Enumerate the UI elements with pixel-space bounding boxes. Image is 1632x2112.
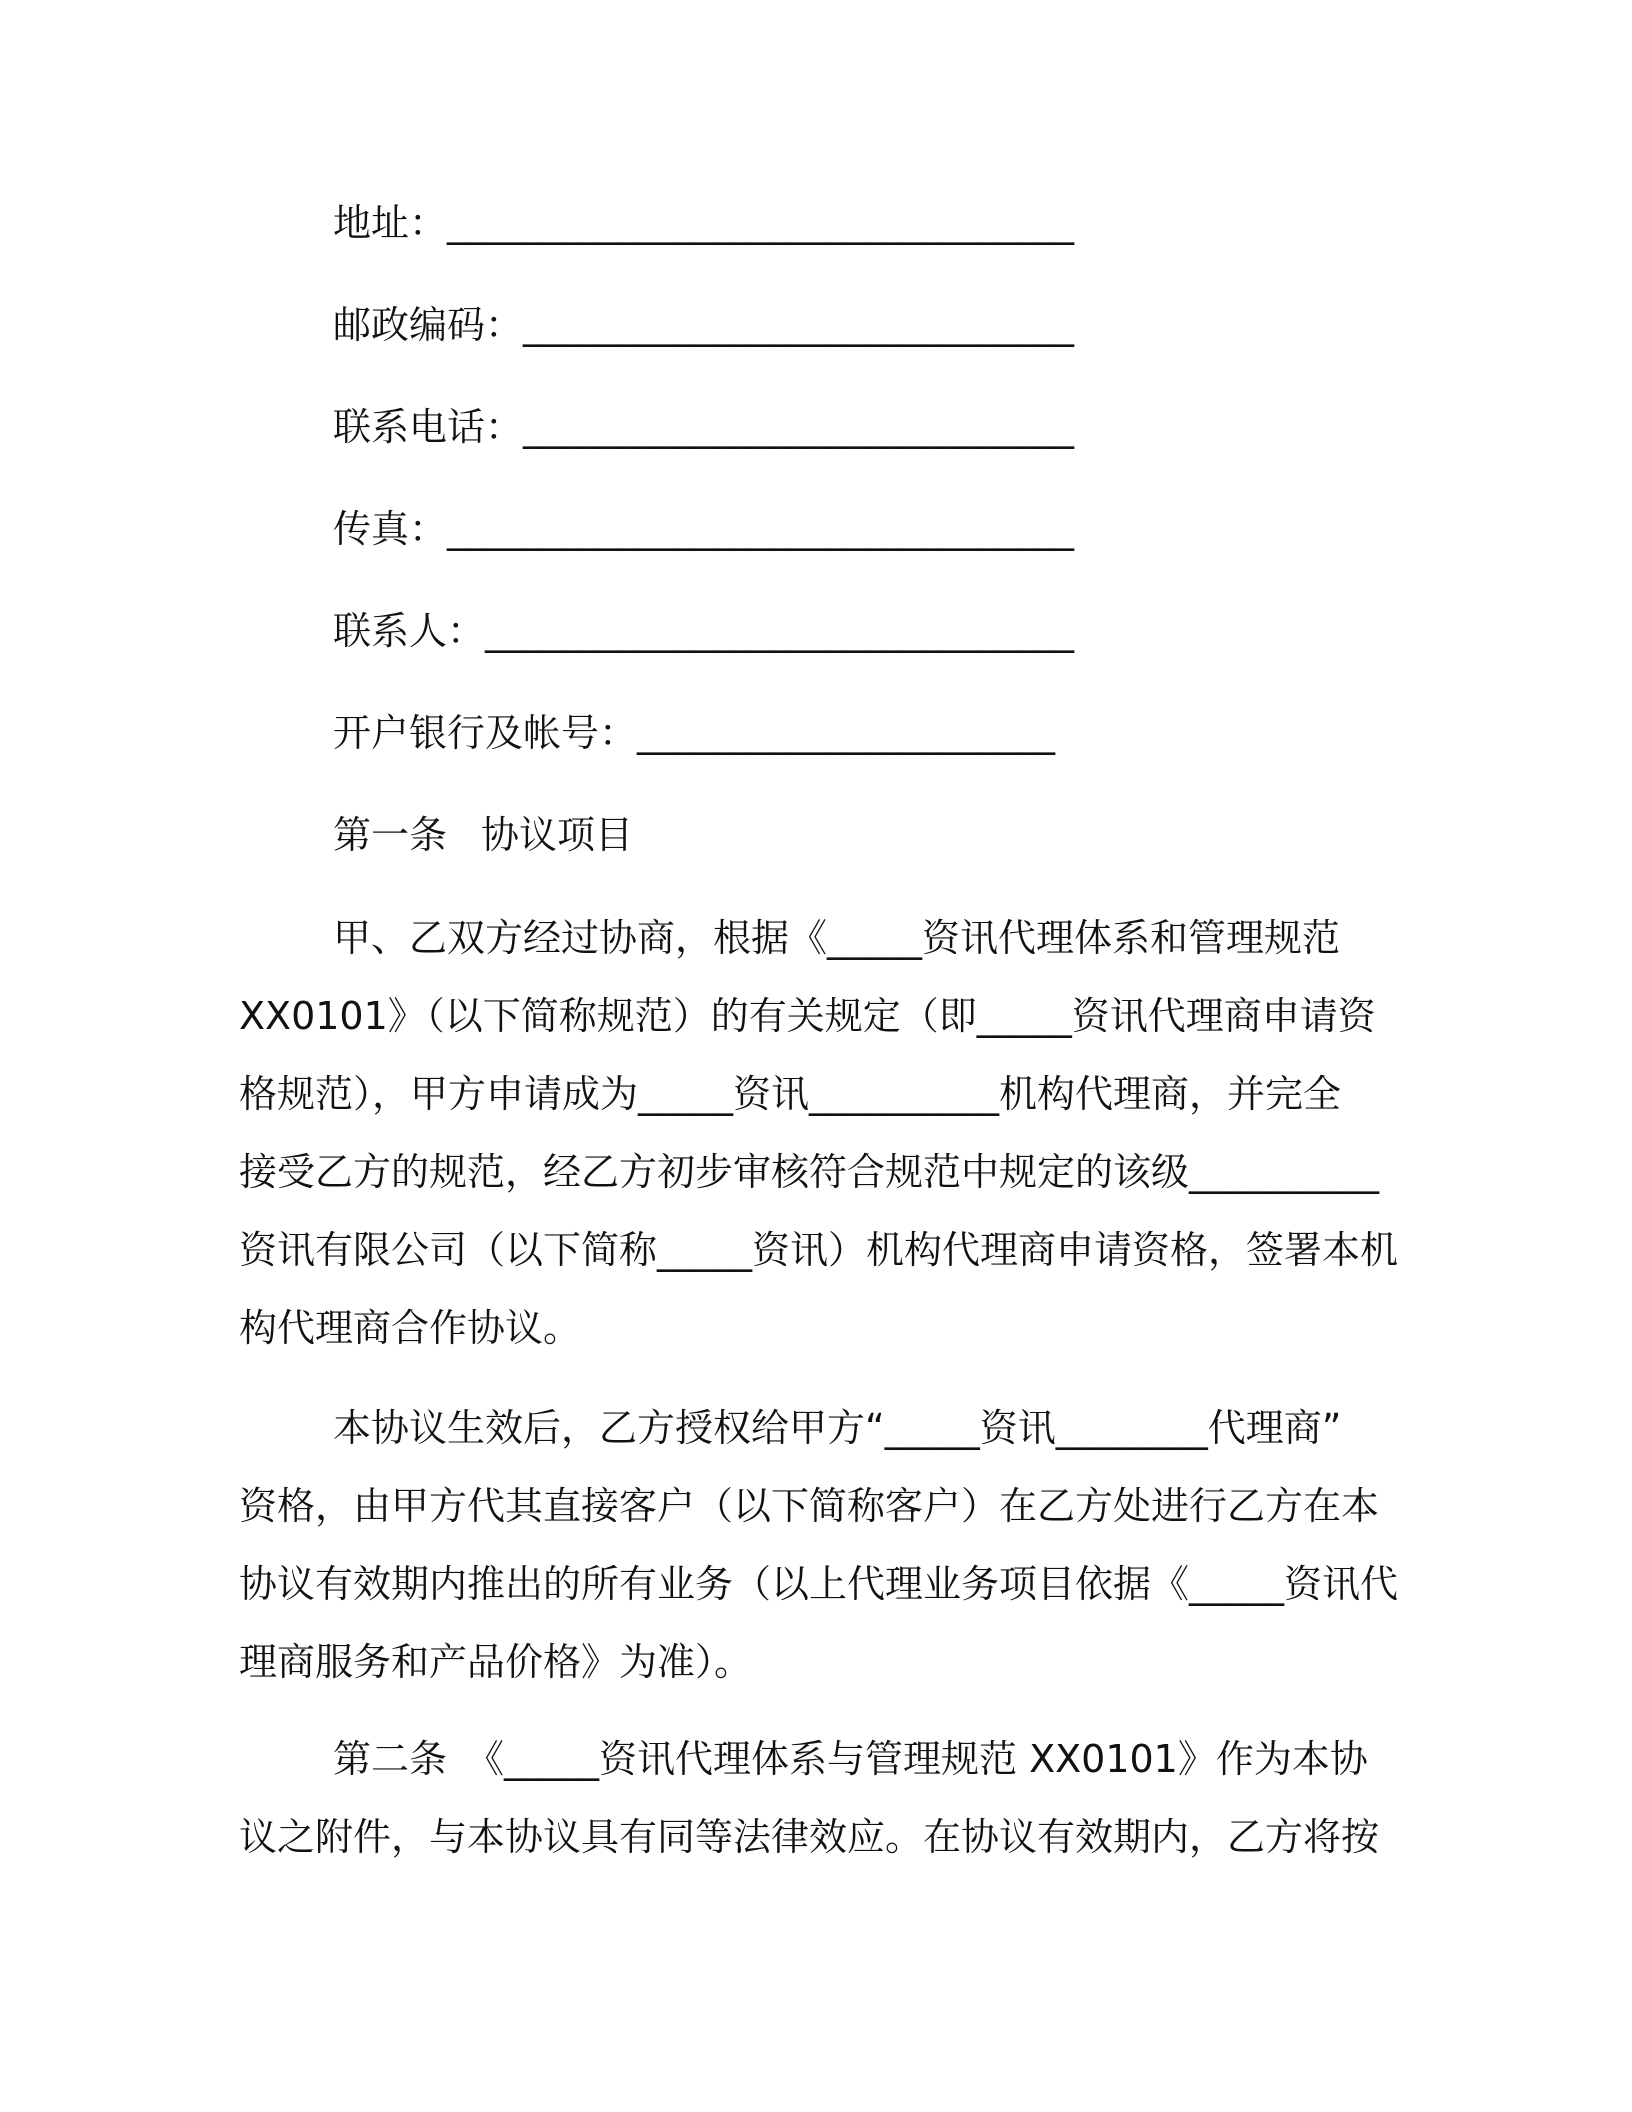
bank-account-field (333, 708, 1055, 758)
contact-person-blank: _______________________________ (485, 609, 1075, 653)
phone-blank: _____________________________ (523, 405, 1075, 449)
paragraph-agreement-items (239, 913, 1398, 1353)
address-field (333, 198, 1074, 248)
paragraph-line: 协议有效期内推出的所有业务（以上代理业务项目依据《_____资讯代 (239, 1562, 1399, 1606)
paragraph-line: 格规范），甲方申请成为_____资讯__________机构代理商，并完全 (239, 1072, 1342, 1116)
paragraph-line: XX0101》（以下简称规范）的有关规定（即_____资讯代理商申请资 (239, 994, 1376, 1038)
paragraph-authorization (239, 1403, 1398, 1687)
paragraph-line: 资讯有限公司（以下简称_____资讯）机构代理商申请资格，签署本机 (239, 1228, 1399, 1272)
paragraph-line: 第二条 《_____资讯代理体系与管理规范 XX0101》作为本协 (333, 1737, 1368, 1781)
phone-field (333, 402, 1074, 452)
paragraph-article-2 (239, 1734, 1379, 1862)
paragraph-line: 本协议生效后，乙方授权给甲方“_____资讯________代理商” (333, 1406, 1342, 1450)
address-label: 地址： (333, 201, 448, 245)
contact-person-label: 联系人： (333, 609, 486, 653)
fax-blank: _________________________________ (447, 507, 1075, 551)
phone-label: 联系电话： (333, 405, 524, 449)
article-1-heading (333, 810, 633, 860)
bank-account-label: 开户银行及帐号： (333, 711, 638, 755)
contact-person-field (333, 606, 1074, 656)
paragraph-line: 接受乙方的规范，经乙方初步审核符合规范中规定的该级__________ (239, 1150, 1380, 1194)
paragraph-line: 构代理商合作协议。 (239, 1306, 582, 1350)
postcode-blank: _____________________________ (523, 303, 1075, 347)
postcode-field (333, 300, 1074, 350)
fax-label: 传真： (333, 507, 448, 551)
paragraph-line: 资格，由甲方代其直接客户（以下简称客户）在乙方处进行乙方在本 (239, 1484, 1380, 1528)
fax-field (333, 504, 1074, 554)
postcode-label: 邮政编码： (333, 303, 524, 347)
paragraph-line: 理商服务和产品价格》为准）。 (239, 1640, 753, 1684)
paragraph-line: 甲、乙双方经过协商，根据《_____资讯代理体系和管理规范 (333, 916, 1341, 960)
paragraph-line: 议之附件，与本协议具有同等法律效应。在协议有效期内，乙方将按 (239, 1815, 1380, 1859)
bank-account-blank: ______________________ (637, 711, 1056, 755)
article-1-number: 第一条 (333, 813, 448, 857)
article-1-title: 协议项目 (481, 813, 634, 857)
address-blank: _________________________________ (447, 201, 1075, 245)
